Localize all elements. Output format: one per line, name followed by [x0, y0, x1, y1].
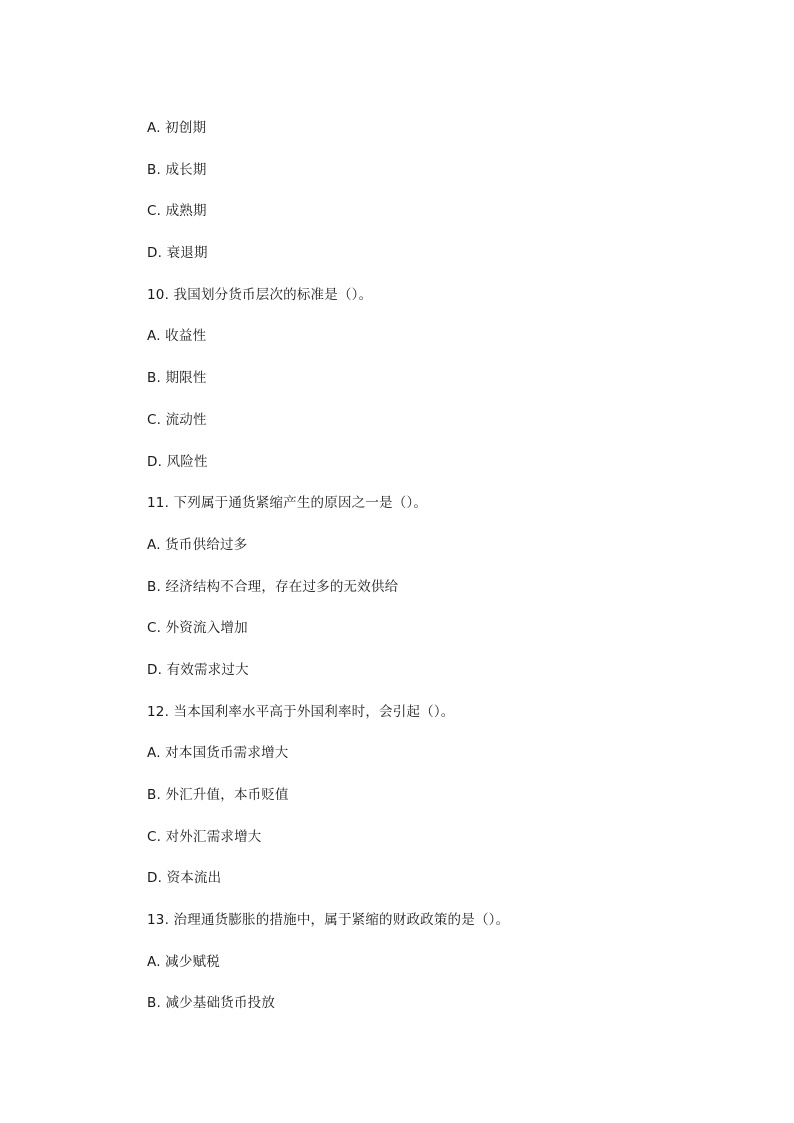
- option-line: D. 风险性: [147, 453, 208, 470]
- option-line: B. 经济结构不合理，存在过多的无效供给: [147, 578, 399, 595]
- option-line: B. 成长期: [147, 161, 207, 178]
- option-line: C. 成熟期: [147, 203, 207, 220]
- option-line: A. 初创期: [147, 120, 207, 136]
- option-line: C. 对外汇需求增大: [147, 828, 262, 845]
- option-line: A. 货币供给过多: [147, 536, 248, 553]
- question-line: 13. 治理通货膨胀的措施中，属于紧缩的财政政策的是（）。: [147, 912, 510, 929]
- question-line: 12. 当本国利率水平高于外国利率时，会引起（）。: [147, 703, 455, 720]
- option-line: A. 对本国货币需求增大: [147, 745, 289, 762]
- question-line: 10. 我国划分货币层次的标准是（）。: [147, 286, 373, 303]
- option-line: D. 衰退期: [147, 245, 208, 262]
- option-line: D. 有效需求过大: [147, 661, 249, 678]
- option-line: B. 外汇升值，本币贬值: [147, 787, 289, 803]
- option-line: C. 外资流入增加: [147, 620, 248, 637]
- question-list: [147, 118, 707, 1035]
- option-line: B. 减少基础货币投放: [147, 995, 276, 1012]
- question-line: 11. 下列属于通货紧缩产生的原因之一是（）。: [147, 495, 428, 512]
- option-line: D. 资本流出: [147, 870, 222, 887]
- option-line: C. 流动性: [147, 411, 207, 428]
- option-line: B. 期限性: [147, 370, 207, 387]
- option-line: A. 收益性: [147, 328, 207, 345]
- option-line: A. 减少赋税: [147, 953, 220, 970]
